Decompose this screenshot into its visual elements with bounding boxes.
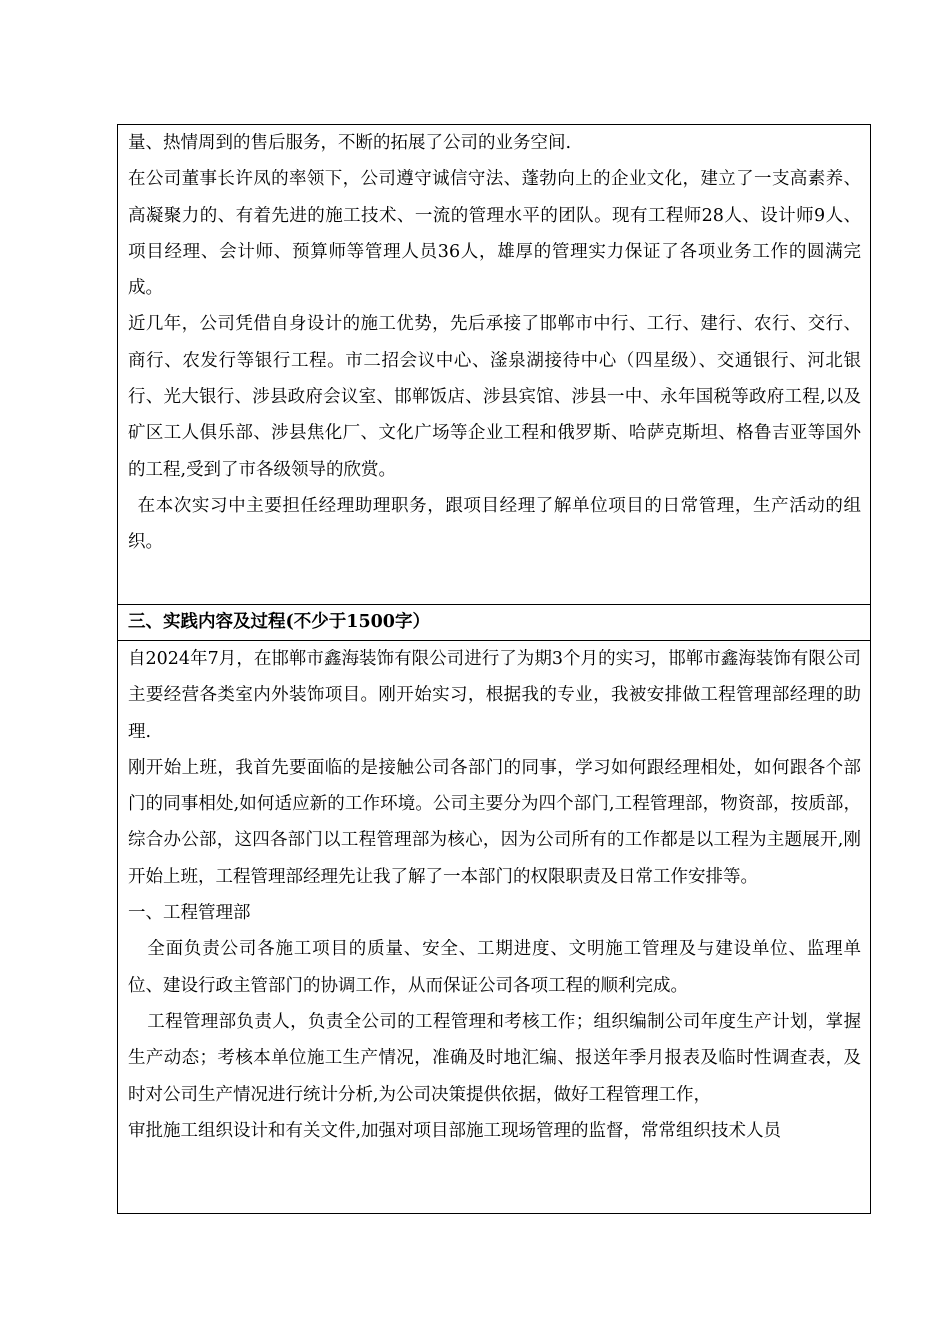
company-intro-cell	[118, 125, 870, 605]
practice-content-cell	[118, 641, 870, 1213]
paragraph: 在本次实习中主要担任经理助理职务，跟项目经理了解单位项目的日常管理，生产活动的组织。	[128, 495, 861, 553]
paragraph: 审批施工组织设计和有关文件,加强对项目部施工现场管理的监督，常常组织技术人员	[128, 1120, 782, 1141]
paragraph: 在公司董事长许凤的率领下，公司遵守诚信守法、蓬勃向上的企业文化，建立了一支高素养、高凝聚力的、有着先进的施工技术、一流的管理水平的团队。现有工程师28人、设计师9人、项目经理、会计师、预算师等管理人员36人，雄厚的管理实力保证了各项业务工作的圆满完成。	[128, 169, 861, 299]
document-table	[117, 124, 871, 1214]
paragraph: 全面负责公司各施工项目的质量、安全、工期进度、文明施工管理及与建设单位、监理单位、建设行政主管部门的协调工作，从而保证公司各项工程的顺利完成。	[128, 939, 861, 996]
paragraph: 自2024年7月，在邯郸市鑫海装饰有限公司进行了为期3个月的实习，邯郸市鑫海装饰有限公司主要经营各类室内外装饰项目。刚开始实习，根据我的专业，我被安排做工程管理部经理的助理.	[128, 649, 861, 742]
paragraph: 近几年，公司凭借自身设计的施工优势，先后承接了邯郸市中行、工行、建行、农行、交行、商行、农发行等银行工程。市二招会议中心、滏泉湖接待中心（四星级）、交通银行、河北银行、光大银行、涉县政府会议室、邯郸饭店、涉县宾馆、涉县一中、永年国税等政府工程,以及矿区工人俱乐部、涉县焦化厂、文化广场等企业工程和俄罗斯、哈萨克斯坦、格鲁吉亚等国外的工程,受到了市各级领导的欣赏。	[128, 314, 861, 480]
paragraph: 量、热情周到的售后服务，不断的拓展了公司的业务空间.	[128, 133, 572, 153]
subheading: 一、工程管理部	[128, 903, 251, 924]
paragraph: 工程管理部负责人，负责全公司的工程管理和考核工作；组织编制公司年度生产计划，掌握生产动态；考核本单位施工生产情况，准确及时地汇编、报送年季月报表及临时性调查表，及时对公司生产情况进行统计分析,为公司决策提供依据，做好工程管理工作，	[128, 1011, 861, 1105]
paragraph: 刚开始上班，我首先要面临的是接触公司各部门的同事，学习如何跟经理相处，如何跟各个部门的同事相处,如何适应新的工作环境。公司主要分为四个部门,工程管理部，物资部，按质部，综合办公部，这四各部门以工程管理部为核心，因为公司所有的工作都是以工程为主题展开,刚开始上班，工程管理部经理先让我了解了一本部门的权限职责及日常工作安排等。	[128, 757, 861, 887]
section-heading: 三、实践内容及过程(不少于1500字）	[118, 605, 870, 641]
